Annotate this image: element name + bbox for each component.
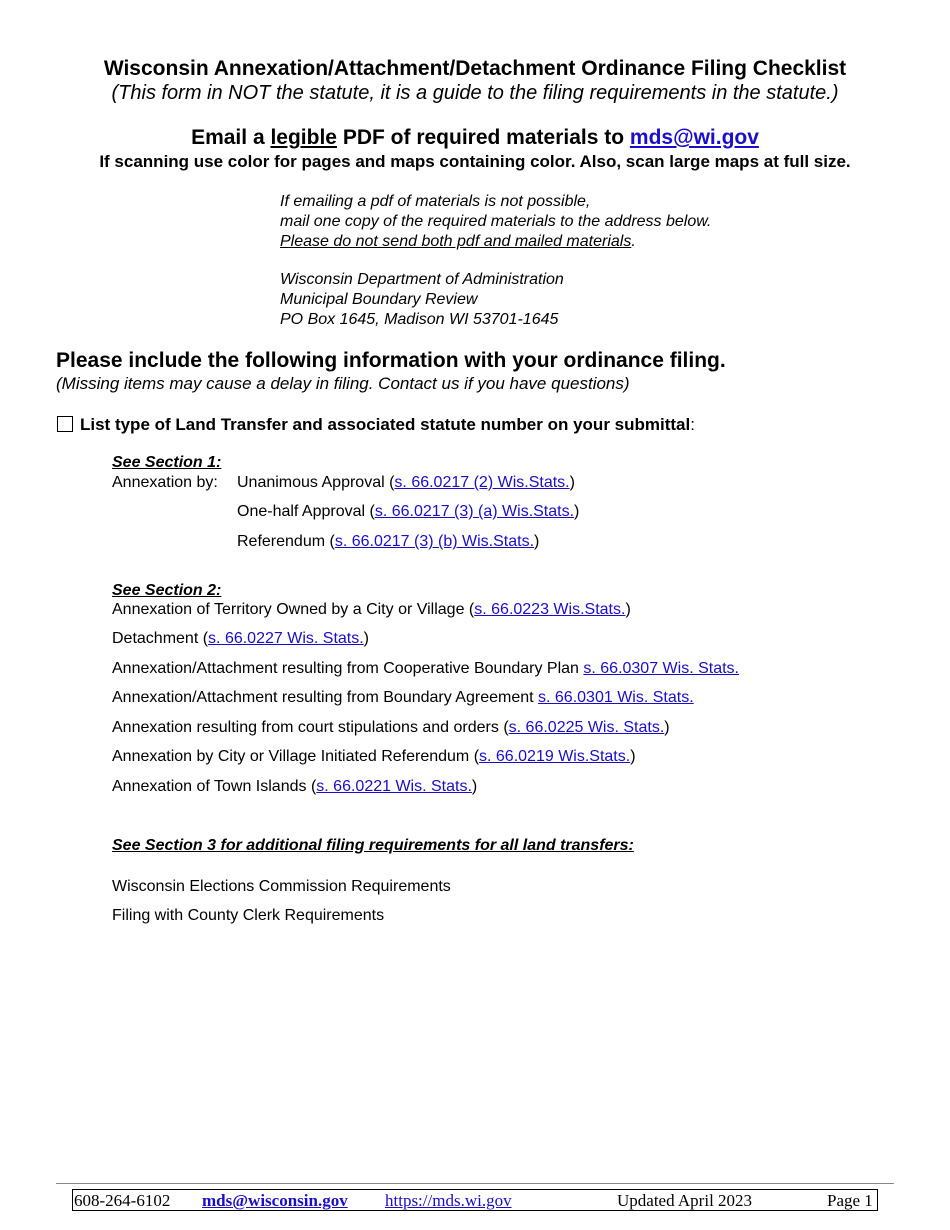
statute-link[interactable]: s. 66.0217 (2) Wis.Stats. <box>394 474 570 491</box>
mailing-address <box>280 270 564 330</box>
email-address-link[interactable]: mds@wi.gov <box>629 126 759 149</box>
section2-item: Annexation by City or Village Initiated Referendum (s. 66.0219 Wis.Stats.) <box>112 748 636 765</box>
checklist-item-label: List type of Land Transfer and associated statute number on your submittal: <box>80 415 695 434</box>
statute-link[interactable]: s. 66.0225 Wis. Stats. <box>508 719 665 736</box>
mail-note <box>280 192 711 252</box>
footer-page-number: Page 1 <box>827 1191 873 1210</box>
statute-link[interactable]: s. 66.0223 Wis.Stats. <box>474 601 626 618</box>
statute-link[interactable]: s. 66.0221 Wis. Stats. <box>316 778 472 795</box>
section1-item-one-half: One-half Approval (s. 66.0217 (3) (a) Wis.Stats.) <box>237 503 580 520</box>
page-subtitle: (This form in NOT the statute, it is a guide to the filing requirements in the statute.) <box>111 82 839 104</box>
section1-heading: See Section 1: <box>112 454 222 471</box>
section2-item: Detachment (s. 66.0227 Wis. Stats.) <box>112 630 369 647</box>
section1-item-referendum: Referendum (s. 66.0217 (3) (b) Wis.Stats.) <box>237 533 540 550</box>
section3-item-county-clerk: Filing with County Clerk Requirements <box>112 907 385 924</box>
statute-link[interactable]: s. 66.0217 (3) (a) Wis.Stats. <box>374 503 575 520</box>
address-line1: Wisconsin Department of Administration <box>280 271 564 288</box>
mail-note-line3: Please do not send both pdf and mailed materials. <box>280 233 636 250</box>
statute-link[interactable]: s. 66.0307 Wis. Stats. <box>583 660 739 677</box>
email-instruction <box>0 126 950 150</box>
address-line2: Municipal Boundary Review <box>280 291 478 308</box>
mail-note-line1: If emailing a pdf of materials is not possible, <box>280 193 591 210</box>
statute-link[interactable]: s. 66.0227 Wis. Stats. <box>208 630 364 647</box>
section2-item: Annexation resulting from court stipulations and orders (s. 66.0225 Wis. Stats.) <box>112 719 670 736</box>
email-prefix: Email a <box>191 126 271 149</box>
section3-item-elections: Wisconsin Elections Commission Requirements <box>112 878 451 895</box>
statute-link[interactable]: s. 66.0219 Wis.Stats. <box>479 748 631 765</box>
footer-phone: 608-264-6102 <box>74 1191 171 1210</box>
section2-item: Annexation of Territory Owned by a City or Village (s. 66.0223 Wis.Stats.) <box>112 601 631 618</box>
include-heading: Please include the following information with your ordinance filing. <box>56 349 726 372</box>
section3-heading: See Section 3 for additional filing requirements for all land transfers: <box>112 837 634 854</box>
land-transfer-checkbox[interactable] <box>57 416 73 432</box>
page-title: Wisconsin Annexation/Attachment/Detachment Ordinance Filing Checklist <box>103 57 847 80</box>
section2-item: Annexation of Town Islands (s. 66.0221 Wis. Stats.) <box>112 778 478 795</box>
mail-note-line2: mail one copy of the required materials to the address below. <box>280 213 712 230</box>
footer-divider <box>56 1183 894 1184</box>
statute-link[interactable]: s. 66.0217 (3) (b) Wis.Stats. <box>334 533 535 550</box>
section2-item: Annexation/Attachment resulting from Cooperative Boundary Plan s. 66.0307 Wis. Stats. <box>112 660 739 677</box>
footer-updated: Updated April 2023 <box>617 1191 753 1210</box>
footer-email-link[interactable]: mds@wisconsin.gov <box>202 1191 348 1210</box>
section1-item-unanimous: Unanimous Approval (s. 66.0217 (2) Wis.Stats.) <box>237 474 575 491</box>
include-subheading: (Missing items may cause a delay in filing. Contact us if you have questions) <box>56 374 630 393</box>
scan-note: If scanning use color for pages and maps containing color. Also, scan large maps at full size. <box>99 152 851 171</box>
email-middle: PDF of required materials to <box>337 126 630 149</box>
address-line3: PO Box 1645, Madison WI 53701-1645 <box>280 311 559 328</box>
statute-link[interactable]: s. 66.0301 Wis. Stats. <box>538 689 694 706</box>
footer-website-link[interactable]: https://mds.wi.gov <box>385 1191 512 1210</box>
section2-heading: See Section 2: <box>112 582 222 599</box>
footer <box>72 1189 878 1211</box>
email-legible: legible <box>270 126 337 149</box>
section2-item: Annexation/Attachment resulting from Boundary Agreement s. 66.0301 Wis. Stats. <box>112 689 694 706</box>
section1-lead: Annexation by: <box>112 474 218 491</box>
